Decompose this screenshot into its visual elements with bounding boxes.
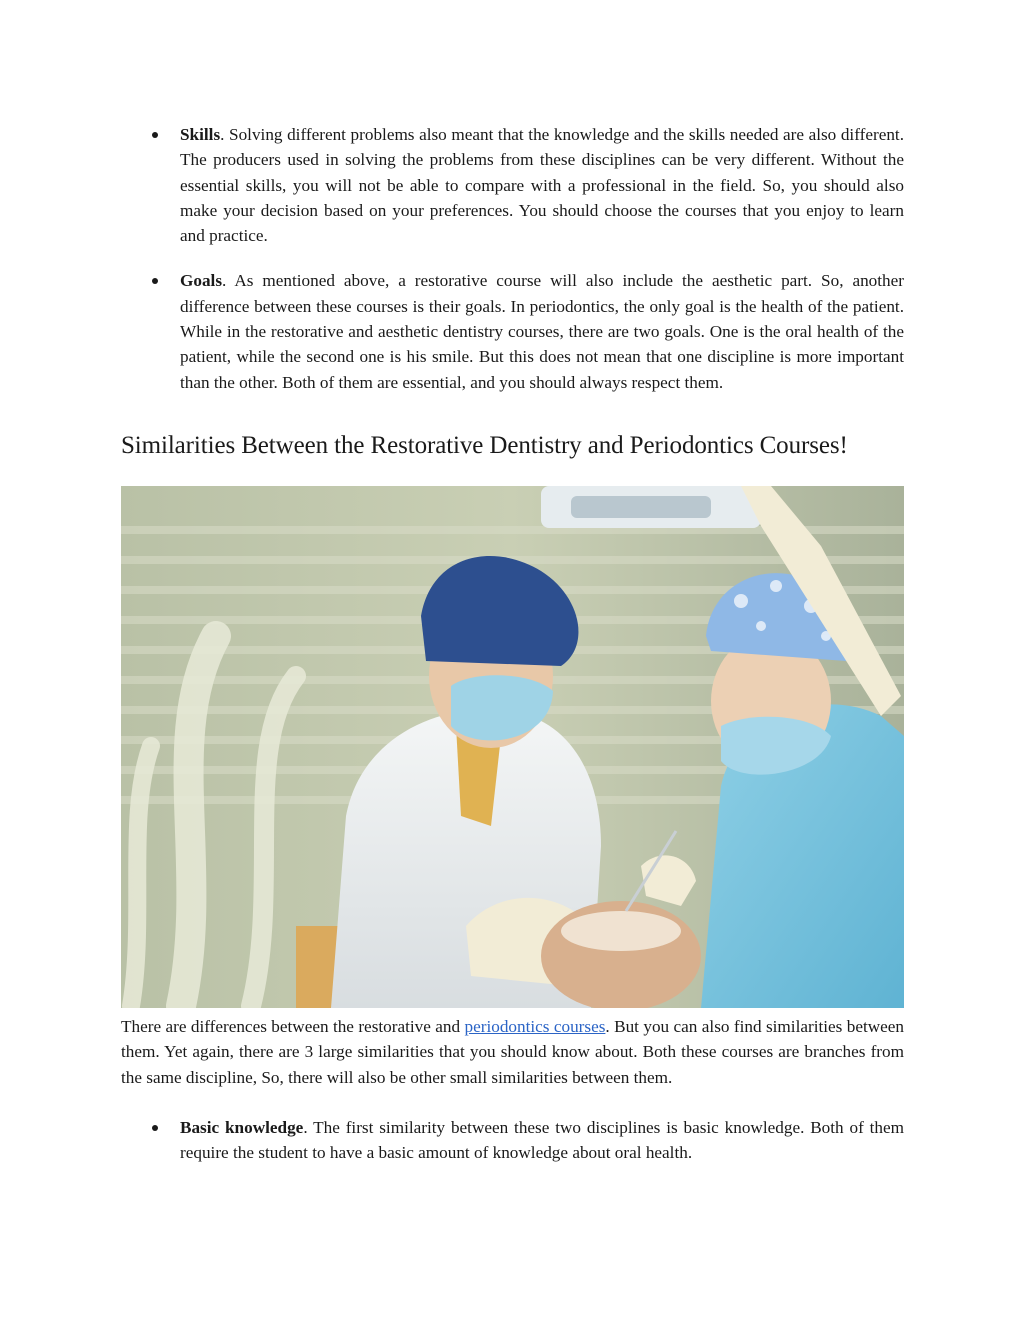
bullet-term: Skills: [180, 125, 221, 144]
bullet-list-differences: [121, 122, 904, 395]
periodontics-courses-link[interactable]: periodontics courses: [464, 1016, 606, 1036]
bullet-term: Basic knowledge: [180, 1117, 304, 1137]
bullet-item-skills: [121, 122, 904, 248]
paragraph-text: . But you can also find similarities between them. Yet again, there are 3 large similarities that you should know about. Both these courses are branches from the same discipline, So, there will also be other small similarities between them.: [121, 1016, 904, 1087]
dentists-treating-patient-photo: [121, 486, 904, 1008]
paragraph-similarities: [121, 1014, 904, 1090]
paragraph-text: There are differences between the restorative and: [121, 1016, 465, 1036]
bullet-item-basic-knowledge: [121, 1115, 904, 1166]
document-page: [121, 122, 904, 1165]
bullet-text: . As mentioned above, a restorative course will also include the aesthetic part. So, another difference between these courses is their goals. In periodontics, the only goal is the health of the patient. While in the restorative and aesthetic dentistry courses, there are two goals. One is the oral health of the patient, while the second one is his smile. But this does not mean that one discipline is more important than the other. Both of them are essential, and you should always respect them.: [180, 271, 904, 392]
bullet-dot-icon: [152, 1125, 158, 1131]
bullet-dot-icon: [152, 278, 158, 284]
bullet-term: Goals: [180, 271, 223, 291]
bullet-text: . The first similarity between these two disciplines is basic knowledge. Both of them require the student to have a basic amount of knowledge about oral health.: [180, 1117, 904, 1163]
bullet-item-goals: [121, 268, 904, 394]
bullet-dot-icon: [152, 132, 158, 138]
bullet-text: . Solving different problems also meant that the knowledge and the skills needed are also different. The producers used in solving the problems from these disciplines can be very different. Without the essential skills, you will not be able to compare with a professional in the field. So, you should also make your decision based on your preferences. You should choose the courses that you enjoy to learn and practice.: [180, 125, 904, 246]
bullet-list-similarities: [121, 1115, 904, 1166]
section-heading: Similarities Between the Restorative Dentistry and Periodontics Courses!: [121, 431, 848, 459]
